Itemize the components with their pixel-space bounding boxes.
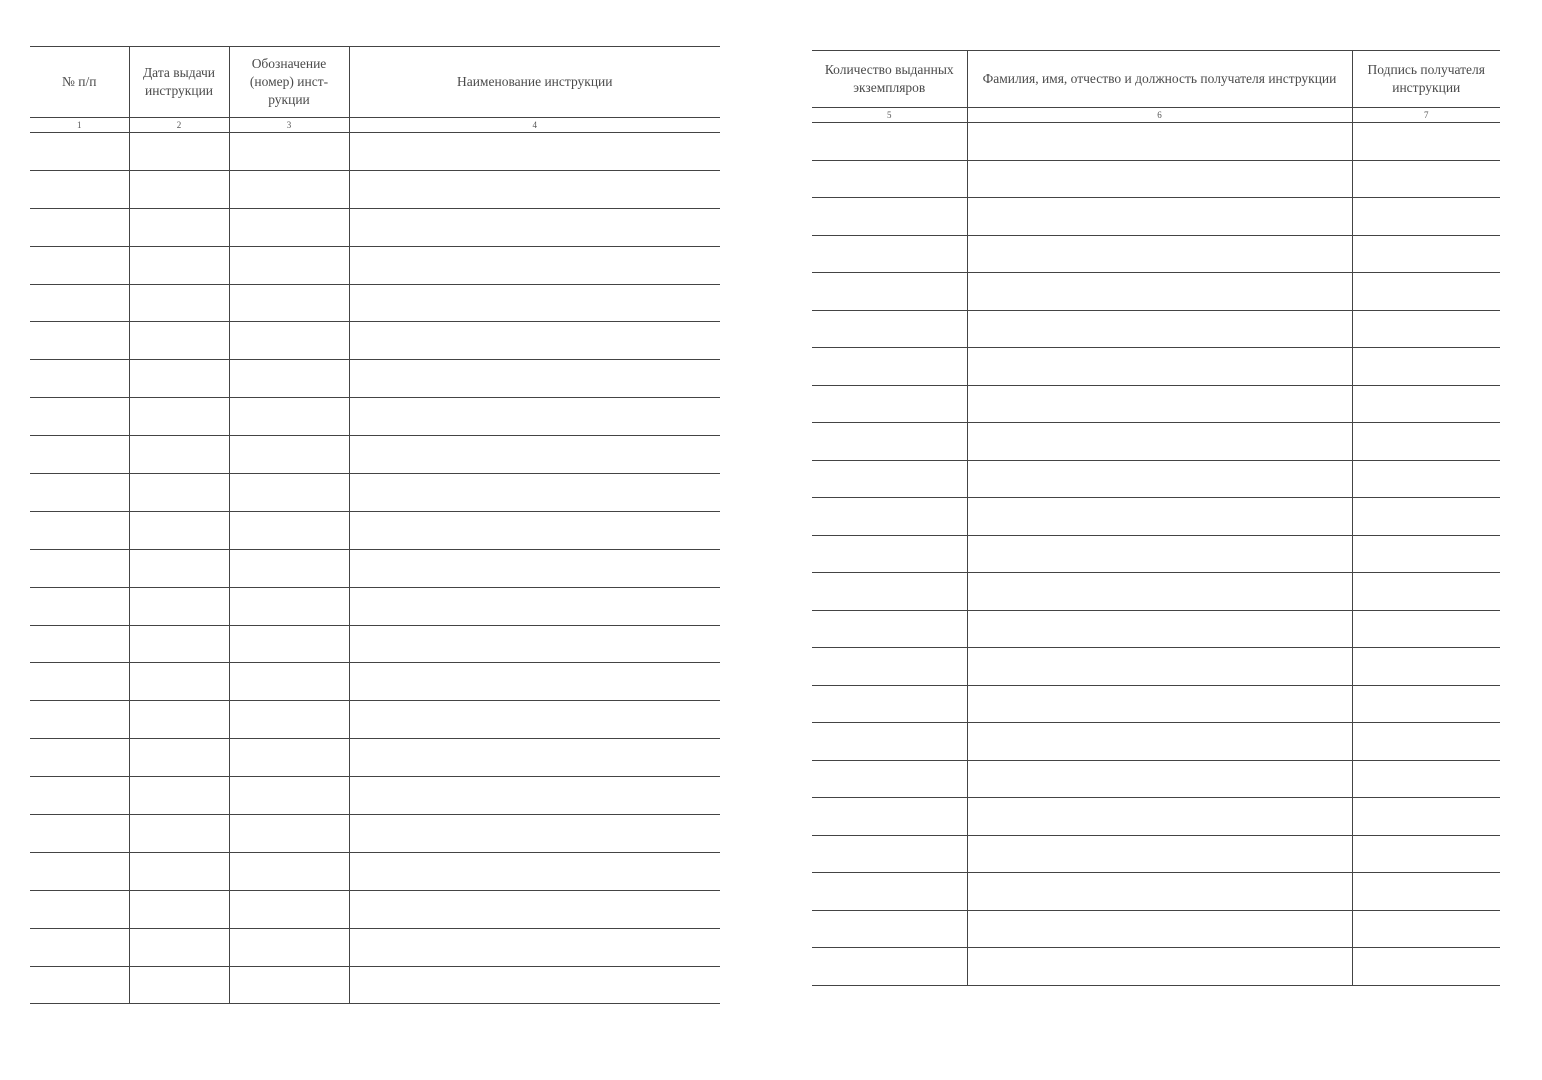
column-number-5: 5 (812, 108, 967, 123)
table-cell (30, 625, 129, 663)
table-row (812, 123, 1500, 161)
table-row (30, 777, 720, 815)
table-cell (1352, 348, 1500, 386)
table-cell (229, 852, 349, 890)
table-row (812, 198, 1500, 236)
table-cell (129, 208, 229, 246)
table-cell (129, 549, 229, 587)
table-cell (812, 310, 967, 348)
table-cell (812, 723, 967, 761)
table-cell (1352, 310, 1500, 348)
table-cell (1352, 835, 1500, 873)
column-header-issue-date: Дата выдачи инструкции (129, 47, 229, 118)
table-cell (30, 322, 129, 360)
table-cell (349, 246, 720, 284)
table-cell (129, 322, 229, 360)
table-cell (812, 535, 967, 573)
table-cell (30, 777, 129, 815)
table-cell (129, 587, 229, 625)
table-row (30, 511, 720, 549)
table-cell (30, 436, 129, 474)
table-cell (1352, 385, 1500, 423)
table-cell (30, 928, 129, 966)
table-row (812, 498, 1500, 536)
table-row (30, 625, 720, 663)
table-cell (812, 835, 967, 873)
column-number-2: 2 (129, 118, 229, 133)
table-cell (812, 348, 967, 386)
table-cell (30, 815, 129, 853)
table-cell (1352, 948, 1500, 986)
table-cell (30, 587, 129, 625)
column-header-copies-issued: Количество выданных экземпляров (812, 51, 967, 108)
table-cell (129, 360, 229, 398)
table-cell (812, 273, 967, 311)
table-row (812, 385, 1500, 423)
table-cell (1352, 123, 1500, 161)
table-cell (129, 436, 229, 474)
table-row (812, 460, 1500, 498)
left-page (30, 46, 720, 1004)
table-cell (229, 398, 349, 436)
table-cell (229, 133, 349, 171)
table-cell (129, 815, 229, 853)
table-cell (812, 760, 967, 798)
table-row (30, 246, 720, 284)
table-cell (129, 474, 229, 512)
table-row (812, 798, 1500, 836)
table-cell (1352, 910, 1500, 948)
table-row (812, 310, 1500, 348)
table-cell (967, 723, 1352, 761)
table-cell (1352, 198, 1500, 236)
table-row (30, 284, 720, 322)
table-row (812, 160, 1500, 198)
table-cell (967, 498, 1352, 536)
table-cell (812, 123, 967, 161)
table-row (812, 910, 1500, 948)
table-cell (1352, 498, 1500, 536)
table-cell (229, 436, 349, 474)
table-cell (967, 160, 1352, 198)
table-row (812, 273, 1500, 311)
table-cell (349, 966, 720, 1004)
table-cell (229, 739, 349, 777)
table-cell (812, 948, 967, 986)
table-cell (229, 663, 349, 701)
table-cell (229, 474, 349, 512)
table-cell (229, 511, 349, 549)
table-cell (30, 246, 129, 284)
table-row (812, 573, 1500, 611)
table-cell (349, 587, 720, 625)
table-cell (967, 798, 1352, 836)
table-cell (1352, 798, 1500, 836)
table-cell (1352, 535, 1500, 573)
table-cell (812, 910, 967, 948)
table-cell (229, 549, 349, 587)
table-row (30, 890, 720, 928)
table-row (30, 549, 720, 587)
table-cell (967, 535, 1352, 573)
table-cell (349, 890, 720, 928)
left-register-table (30, 46, 720, 1004)
left-column-numbers-row (30, 118, 720, 133)
table-cell (967, 235, 1352, 273)
table-cell (129, 663, 229, 701)
table-cell (129, 398, 229, 436)
column-number-6: 6 (967, 108, 1352, 123)
table-cell (30, 663, 129, 701)
table-cell (349, 511, 720, 549)
table-cell (812, 573, 967, 611)
table-cell (229, 587, 349, 625)
table-cell (129, 133, 229, 171)
table-cell (812, 798, 967, 836)
table-cell (229, 625, 349, 663)
table-row (812, 235, 1500, 273)
table-row (30, 815, 720, 853)
column-header-row-number: № п/п (30, 47, 129, 118)
table-cell (349, 701, 720, 739)
table-row (812, 948, 1500, 986)
table-cell (1352, 610, 1500, 648)
table-cell (967, 198, 1352, 236)
table-row (812, 648, 1500, 686)
table-row (30, 208, 720, 246)
table-cell (812, 160, 967, 198)
table-cell (1352, 685, 1500, 723)
table-cell (229, 284, 349, 322)
table-row (812, 535, 1500, 573)
table-cell (1352, 160, 1500, 198)
table-row (30, 436, 720, 474)
right-column-numbers-row (812, 108, 1500, 123)
table-row (812, 835, 1500, 873)
table-cell (812, 685, 967, 723)
table-cell (129, 777, 229, 815)
table-cell (349, 284, 720, 322)
table-cell (967, 423, 1352, 461)
table-cell (129, 852, 229, 890)
table-row (30, 663, 720, 701)
table-cell (967, 835, 1352, 873)
table-cell (812, 423, 967, 461)
table-row (812, 348, 1500, 386)
right-header-row (812, 51, 1500, 108)
table-row (30, 474, 720, 512)
table-cell (349, 928, 720, 966)
table-cell (812, 385, 967, 423)
table-cell (967, 460, 1352, 498)
table-cell (1352, 460, 1500, 498)
column-header-instruction-name: Наименование инструкции (349, 47, 720, 118)
table-cell (229, 701, 349, 739)
table-cell (1352, 235, 1500, 273)
table-row (30, 587, 720, 625)
column-number-7: 7 (1352, 108, 1500, 123)
table-cell (229, 777, 349, 815)
table-cell (129, 170, 229, 208)
table-cell (349, 322, 720, 360)
table-cell (129, 246, 229, 284)
table-cell (349, 208, 720, 246)
table-cell (349, 663, 720, 701)
table-cell (1352, 273, 1500, 311)
table-cell (30, 474, 129, 512)
table-cell (129, 966, 229, 1004)
right-table-body (812, 123, 1500, 986)
table-cell (229, 928, 349, 966)
table-cell (129, 928, 229, 966)
table-cell (30, 284, 129, 322)
table-cell (349, 777, 720, 815)
table-cell (1352, 573, 1500, 611)
table-cell (349, 815, 720, 853)
table-cell (967, 948, 1352, 986)
table-row (30, 739, 720, 777)
table-row (30, 322, 720, 360)
table-cell (349, 739, 720, 777)
table-cell (967, 273, 1352, 311)
column-header-recipient-signature: Подпись получателя инструкции (1352, 51, 1500, 108)
table-cell (967, 685, 1352, 723)
table-cell (349, 474, 720, 512)
column-number-3: 3 (229, 118, 349, 133)
table-cell (129, 284, 229, 322)
table-cell (349, 625, 720, 663)
table-row (812, 760, 1500, 798)
table-cell (1352, 873, 1500, 911)
table-cell (229, 966, 349, 1004)
table-cell (1352, 760, 1500, 798)
table-row (30, 360, 720, 398)
table-cell (129, 701, 229, 739)
table-cell (349, 549, 720, 587)
table-cell (812, 873, 967, 911)
table-row (30, 133, 720, 171)
table-row (812, 723, 1500, 761)
table-row (812, 873, 1500, 911)
table-cell (812, 460, 967, 498)
table-cell (229, 890, 349, 928)
table-cell (229, 208, 349, 246)
table-cell (1352, 423, 1500, 461)
table-cell (30, 739, 129, 777)
table-cell (349, 852, 720, 890)
column-header-recipient-name-position: Фамилия, имя, отчество и должность получателя инструкции (967, 51, 1352, 108)
table-cell (349, 170, 720, 208)
column-number-1: 1 (30, 118, 129, 133)
table-cell (812, 648, 967, 686)
table-cell (967, 760, 1352, 798)
table-row (30, 928, 720, 966)
table-cell (812, 498, 967, 536)
table-cell (30, 852, 129, 890)
column-number-4: 4 (349, 118, 720, 133)
table-cell (229, 170, 349, 208)
table-cell (812, 235, 967, 273)
table-cell (967, 123, 1352, 161)
table-row (30, 966, 720, 1004)
table-cell (967, 873, 1352, 911)
table-cell (229, 815, 349, 853)
table-cell (349, 360, 720, 398)
table-cell (967, 648, 1352, 686)
table-cell (967, 310, 1352, 348)
table-cell (229, 322, 349, 360)
table-cell (30, 208, 129, 246)
table-cell (30, 360, 129, 398)
table-row (30, 398, 720, 436)
table-cell (30, 549, 129, 587)
table-cell (967, 348, 1352, 386)
table-row (30, 852, 720, 890)
table-cell (812, 198, 967, 236)
table-cell (30, 966, 129, 1004)
table-cell (349, 133, 720, 171)
table-row (812, 685, 1500, 723)
table-cell (30, 170, 129, 208)
right-register-table (812, 50, 1500, 986)
table-cell (229, 246, 349, 284)
left-header-row (30, 47, 720, 118)
table-cell (1352, 723, 1500, 761)
table-cell (967, 910, 1352, 948)
right-page (812, 50, 1500, 986)
table-cell (967, 385, 1352, 423)
table-cell (30, 701, 129, 739)
table-cell (129, 739, 229, 777)
table-row (30, 701, 720, 739)
table-cell (229, 360, 349, 398)
table-cell (349, 436, 720, 474)
table-cell (30, 511, 129, 549)
table-row (812, 423, 1500, 461)
table-cell (349, 398, 720, 436)
table-cell (967, 573, 1352, 611)
table-cell (30, 890, 129, 928)
left-table-body (30, 133, 720, 1004)
table-row (30, 170, 720, 208)
table-cell (30, 133, 129, 171)
table-cell (129, 625, 229, 663)
table-row (812, 610, 1500, 648)
table-cell (812, 610, 967, 648)
column-header-instruction-code: Обозначение (номер) инст-рукции (229, 47, 349, 118)
table-cell (129, 511, 229, 549)
table-cell (129, 890, 229, 928)
table-cell (30, 398, 129, 436)
table-cell (1352, 648, 1500, 686)
table-cell (967, 610, 1352, 648)
